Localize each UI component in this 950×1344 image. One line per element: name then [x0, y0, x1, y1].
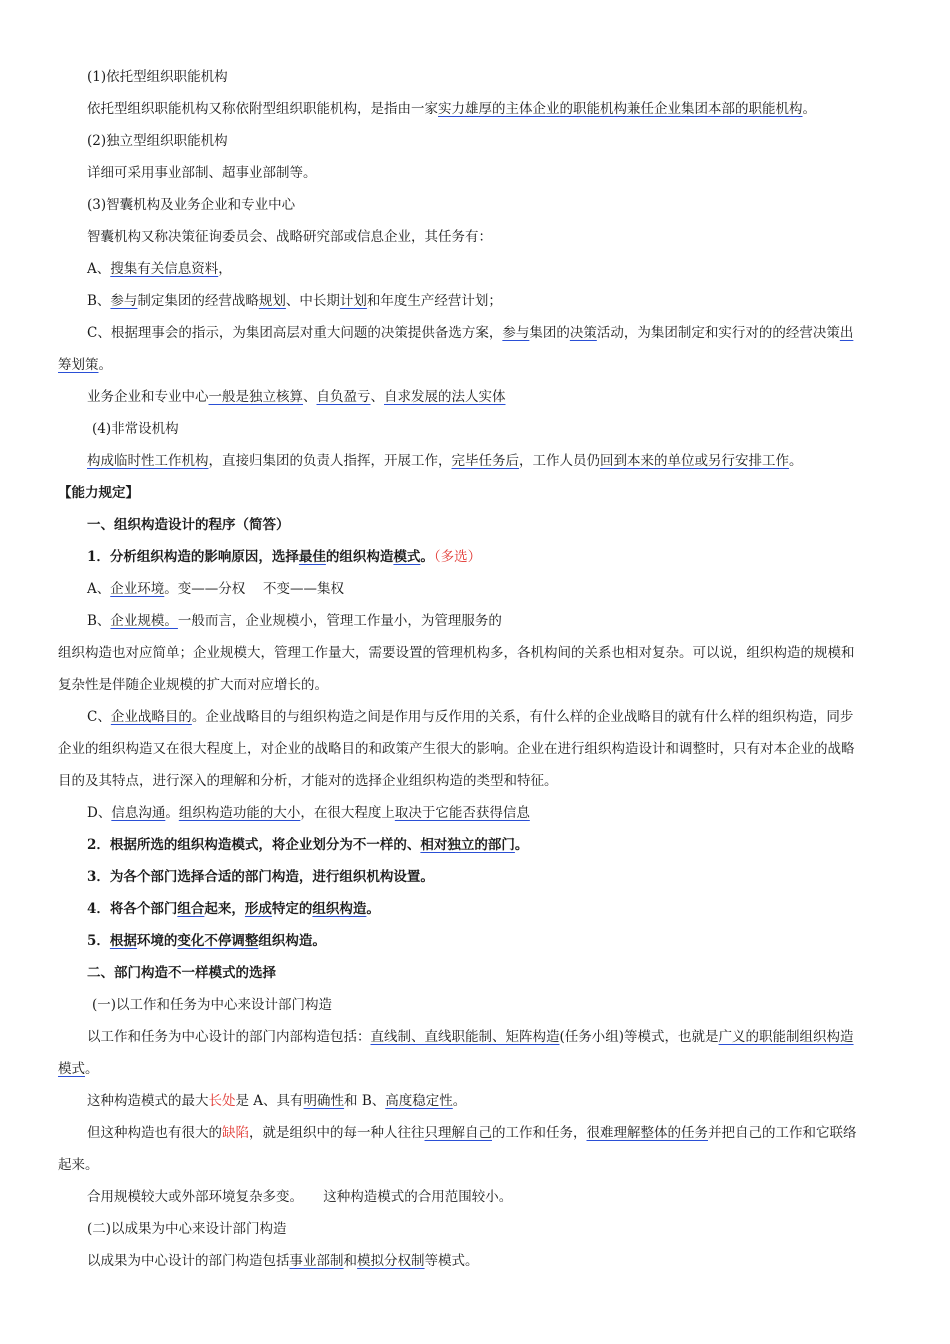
text-line — [87, 804, 907, 822]
underlined-text: 自求发展的法人实体 — [384, 389, 506, 405]
underlined-text: 变化不停调整 — [177, 933, 259, 949]
text-line — [87, 1188, 907, 1206]
underlined-text: 计划 — [339, 293, 367, 309]
text-line — [87, 292, 907, 310]
text-line — [87, 100, 907, 118]
underlined-text: 模式 — [58, 1061, 85, 1077]
text-run: ，直接归集团的负责人指挥，开展工作， — [208, 453, 452, 469]
underlined-text: 很难理解整体的任务 — [586, 1125, 708, 1141]
text-run: (4)非常设机构 — [92, 421, 179, 437]
text-line — [58, 740, 908, 758]
text-run: 5． — [87, 933, 110, 949]
text-run: D、 — [87, 805, 112, 821]
text-line — [58, 1060, 908, 1078]
text-run: 企业的组织构造又在很大程度上，对企业的战略目的和政策产生很大的影响。企业在进行组织构造设计和调整时，只有对本企业的战略 — [58, 741, 855, 757]
text-line — [58, 772, 908, 790]
text-run: 一般而言，企业规模小，管理工作量小，为管理服务的 — [177, 613, 502, 629]
highlight-text: 缺陷 — [222, 1125, 249, 1141]
underlined-text: 模式 — [393, 549, 421, 565]
text-line — [58, 356, 908, 374]
underlined-text: 相对独立的部门 — [420, 837, 515, 853]
text-run: 一、组织构造设计的程序（简答） — [87, 517, 290, 533]
underlined-text: 组织构造 — [312, 901, 367, 917]
text-run: C、 — [87, 709, 111, 725]
text-run: ，在很大程度上 — [300, 805, 395, 821]
text-run: 以成果为中心设计的部门构造包括 — [87, 1253, 290, 1269]
underlined-text: 组织构造功能的大小 — [178, 805, 301, 821]
text-line — [87, 516, 907, 534]
text-line — [87, 1092, 907, 1110]
underlined-text: 形成 — [244, 901, 272, 917]
underlined-text: 企业战略目的 — [110, 709, 192, 725]
text-run: 和 B、 — [344, 1093, 386, 1109]
text-run: 特定的 — [271, 901, 313, 917]
text-line — [87, 452, 907, 470]
text-run: 。 — [98, 357, 112, 373]
text-run: 活动，为集团制定和实行对的的经营决策 — [596, 325, 840, 341]
text-run: 和 — [343, 1253, 357, 1269]
text-run: 组织构造也对应简单；企业规模大，管理工作量大，需要设置的管理机构多，各机构间的关系也相对复杂。可以说，组织构造的规模和 — [58, 645, 855, 661]
text-line — [87, 548, 907, 566]
text-run: 。 — [165, 805, 179, 821]
text-line — [87, 1028, 907, 1046]
text-run: 详细可采用事业部制、超事业部制等。 — [87, 165, 317, 181]
text-run: 组织构造。 — [258, 933, 326, 949]
underlined-text: 出 — [839, 325, 854, 341]
text-run: A、 — [87, 261, 111, 277]
underlined-text: 参与 — [110, 293, 138, 309]
text-run: (2)独立型组织职能机构 — [87, 133, 228, 149]
underlined-text: 只理解自己 — [424, 1125, 492, 1141]
text-run: 起来。 — [58, 1157, 99, 1173]
text-line — [87, 196, 907, 214]
underlined-text: 参与 — [502, 325, 530, 341]
text-run: 。 — [366, 901, 380, 917]
text-line — [87, 1252, 907, 1270]
text-line — [87, 612, 907, 630]
text-run: ， — [218, 261, 232, 277]
text-run: (二)以成果为中心来设计部门构造 — [87, 1221, 287, 1237]
underlined-text: 企业规模。 — [110, 613, 178, 629]
text-line — [87, 900, 907, 918]
text-run: 。企业战略目的与组织构造之间是作用与反作用的关系，有什么样的企业战略目的就有什么样的组织构造，同步 — [191, 709, 854, 725]
text-run: 二、部门构造不一样模式的选择 — [87, 965, 276, 981]
text-line — [58, 1156, 908, 1174]
text-line — [87, 580, 907, 598]
underlined-text: 广义的职能制组织构造 — [718, 1029, 854, 1045]
underlined-text: 事业部制 — [289, 1253, 344, 1269]
text-run: 、 — [303, 389, 317, 405]
text-line — [87, 228, 907, 246]
text-run: 并把自己的工作和它联络 — [708, 1125, 857, 1141]
text-line — [87, 68, 907, 86]
text-run: B、 — [87, 613, 111, 629]
text-run: (一)以工作和任务为中心来设计部门构造 — [92, 997, 333, 1013]
text-run: 集团的 — [529, 325, 570, 341]
underlined-text: 规划 — [258, 293, 286, 309]
text-line — [87, 260, 907, 278]
text-run: 。 — [452, 1093, 467, 1109]
underlined-text: 取决于它能否获得信息 — [394, 805, 530, 821]
text-run: B、 — [87, 293, 111, 309]
text-run: 依托型组织职能机构又称依附型组织职能机构，是指由一家 — [87, 101, 438, 117]
text-run: ，工作人员仍 — [519, 453, 600, 469]
text-line — [87, 1220, 907, 1238]
text-run: 制定集团的经营战略 — [137, 293, 259, 309]
underlined-text: 高度稳定性 — [385, 1093, 453, 1109]
underlined-text: 模拟分权制 — [357, 1253, 425, 1269]
text-run: 。 — [514, 837, 529, 853]
text-line — [87, 132, 907, 150]
text-run: 是 A、具有 — [235, 1093, 304, 1109]
text-line — [58, 676, 908, 694]
underlined-text: 决策 — [569, 325, 597, 341]
underlined-text: 筹划策 — [58, 357, 99, 373]
underlined-text: 自负盈亏 — [316, 389, 371, 405]
text-run: 合用规模较大或外部环境复杂多变。 这种构造模式的合用范围较小。 — [87, 1189, 513, 1205]
underlined-text: 一般是独立核算 — [208, 389, 303, 405]
text-line — [87, 388, 907, 406]
text-line — [87, 324, 907, 342]
text-run: 3．为各个部门选择合适的部门构造，进行组织机构设置。 — [87, 869, 434, 885]
text-run: 4．将各个部门 — [87, 901, 178, 917]
underlined-text: 构成临时性工作机构 — [87, 453, 209, 469]
highlight-text: （多选） — [433, 549, 482, 565]
text-run: (任务小组)等模式，也就是 — [559, 1029, 719, 1045]
underlined-text: 实力雄厚的主体企业的职能机构兼任企业集团本部的职能机构 — [438, 101, 803, 117]
text-run: 。 — [802, 101, 816, 117]
underlined-text: 企业环境 — [110, 581, 165, 597]
text-line — [87, 964, 907, 982]
text-run: 但这种构造也有很大的 — [87, 1125, 222, 1141]
underlined-text: 信息沟通 — [111, 805, 166, 821]
text-line — [92, 420, 912, 438]
text-run: ，就是组织中的每一种人往往 — [249, 1125, 425, 1141]
underlined-text: 根据 — [109, 933, 137, 949]
underlined-text: 完毕任务后 — [451, 453, 519, 469]
text-line — [87, 1124, 907, 1142]
text-run: 、 — [370, 389, 384, 405]
text-line — [92, 996, 912, 1014]
text-run: 这种构造模式的最大 — [87, 1093, 209, 1109]
text-line — [58, 644, 908, 662]
text-line — [87, 836, 907, 854]
text-run: (3)智囊机构及业务企业和专业中心 — [87, 197, 296, 213]
text-run: 【能力规定】 — [58, 485, 139, 501]
text-run: 、中长期 — [285, 293, 340, 309]
text-run: 。变——分权 不变——集权 — [164, 581, 345, 597]
text-run: (1)依托型组织职能机构 — [87, 69, 228, 85]
underlined-text: 组合 — [177, 901, 205, 917]
highlight-text: 长处 — [208, 1093, 236, 1109]
text-run: 以工作和任务为中心设计的部门内部构造包括： — [87, 1029, 371, 1045]
text-run: 。 — [420, 549, 434, 565]
text-line — [87, 164, 907, 182]
text-run: 的工作和任务， — [492, 1125, 587, 1141]
text-run: 2．根据所选的组织构造模式，将企业划分为不一样的、 — [87, 837, 421, 853]
text-run: 复杂性是伴随企业规模的扩大而对应增长的。 — [58, 677, 328, 693]
underlined-text: 回到本来的单位或另行安排工作 — [600, 453, 789, 469]
text-run: 。 — [789, 453, 803, 469]
text-run: C、根据理事会的指示，为集团高层对重大问题的决策提供备选方案， — [87, 325, 503, 341]
text-line — [87, 932, 907, 950]
text-run: 。 — [85, 1061, 99, 1077]
text-line — [87, 708, 907, 726]
underlined-text: 明确性 — [303, 1093, 345, 1109]
text-run: 的组织构造 — [325, 549, 394, 565]
text-run: 智囊机构又称决策征询委员会、战略研究部或信息企业，其任务有： — [87, 229, 492, 245]
text-run: 环境的 — [136, 933, 178, 949]
underlined-text: 最佳 — [298, 549, 326, 565]
text-run: 业务企业和专业中心 — [87, 389, 209, 405]
text-run: A、 — [87, 581, 111, 597]
text-run: 等模式。 — [424, 1253, 479, 1269]
text-line — [58, 484, 908, 502]
underlined-text: 搜集有关信息资料 — [110, 261, 219, 277]
text-run: 起来， — [204, 901, 245, 917]
underlined-text: 直线制、直线职能制、矩阵构造 — [370, 1029, 560, 1045]
text-run: 和年度生产经营计划； — [366, 293, 502, 309]
text-line — [87, 868, 907, 886]
text-run: 目的及其特点，进行深入的理解和分析，才能对的选择企业组织构造的类型和特征。 — [58, 773, 558, 789]
text-run: 1．分析组织构造的影响原因，选择 — [87, 549, 299, 565]
